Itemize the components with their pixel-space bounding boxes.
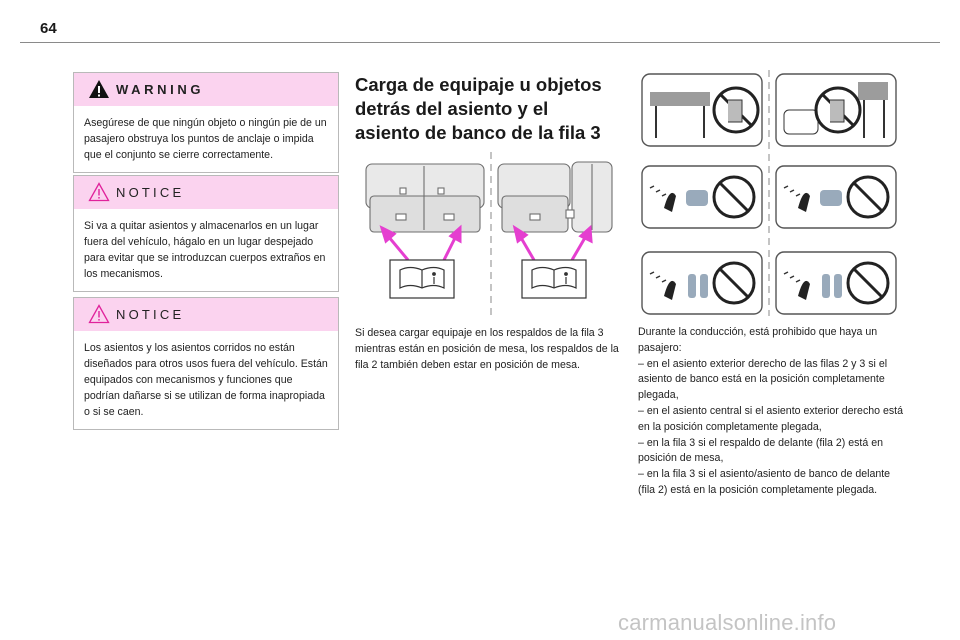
list-item: – en el asiento exterior derecho de las filas 2 y 3 si el asiento de banco está en la posición completamente plegada, [638, 357, 888, 402]
warning-title: WARNING [116, 82, 205, 97]
panel-top-right [776, 74, 896, 146]
notice-text-1: Si va a quitar asientos y almacenarlos en un lugar fuera del vehículo, hágalo en un lugar despejado para evitar que se introduzcan cuerpos extraños en los mecanismos. [84, 220, 326, 280]
notice-text-2: Los asientos y los asientos corridos no están diseñados para otros usos fuera del vehículo. Están equipados con mecanismos y funciones que podrían dañarse si se utilizan de forma inapropiada o si se caen. [84, 342, 328, 418]
notice-title-1: NOTICE [116, 185, 185, 200]
notice-title-2: NOTICE [116, 307, 185, 322]
manual-book-icon [522, 260, 586, 298]
warning-triangle-icon [88, 79, 110, 99]
list-item: – en la fila 3 si el respaldo de delante (fila 2) está en posición de mesa, [638, 436, 883, 465]
driving-intro: Durante la conducción, está prohibido que haya un pasajero: [638, 326, 878, 354]
left-bench-seat [366, 164, 484, 232]
notice-box-1 [73, 175, 339, 292]
panel-bottom-right [776, 252, 896, 314]
right-bench-seat [498, 162, 612, 232]
panel-middle-left [642, 166, 762, 228]
watermark: carmanualsonline.info [618, 610, 837, 635]
warning-text: Asegúrese de que ningún objeto o ningún pie de un pasajero obstruya los puntos de anclaje o impida que el conjunto se cierre correctamente. [84, 117, 327, 161]
panel-top-left [642, 74, 762, 146]
notice-triangle-icon [88, 182, 110, 202]
list-item: – en la fila 3 si el asiento/asiento de banco de delante (fila 2) está en la posición completamente plegada. [638, 468, 891, 496]
notice-header-1 [74, 176, 338, 209]
anchor-arrows [382, 228, 591, 260]
notice-triangle-icon [88, 304, 110, 324]
page-number: 64 [40, 20, 57, 37]
notice-header-2 [74, 298, 338, 331]
seat-table-position-illustration [360, 150, 622, 318]
warning-header [74, 73, 338, 106]
driving-restrictions [638, 325, 903, 499]
notice-box-2 [73, 297, 339, 430]
section-heading: Carga de equipaje u objetos detrás del asiento y el asiento de banco de la fila 3 [355, 74, 602, 143]
prohibited-seating-illustration [638, 70, 900, 318]
section-text: Si desea cargar equipaje en los respaldos de la fila 3 mientras están en posición de mesa, los respaldos de la fila 2 también deben estar en posición de mesa. [355, 327, 619, 371]
header-rule [20, 42, 940, 43]
manual-book-icon [390, 260, 454, 298]
warning-box [73, 72, 339, 173]
panel-middle-right [776, 166, 896, 228]
list-item: – en el asiento central si el asiento exterior derecho está en la posición completamente plegada, [638, 404, 903, 433]
panel-bottom-left [642, 252, 762, 314]
